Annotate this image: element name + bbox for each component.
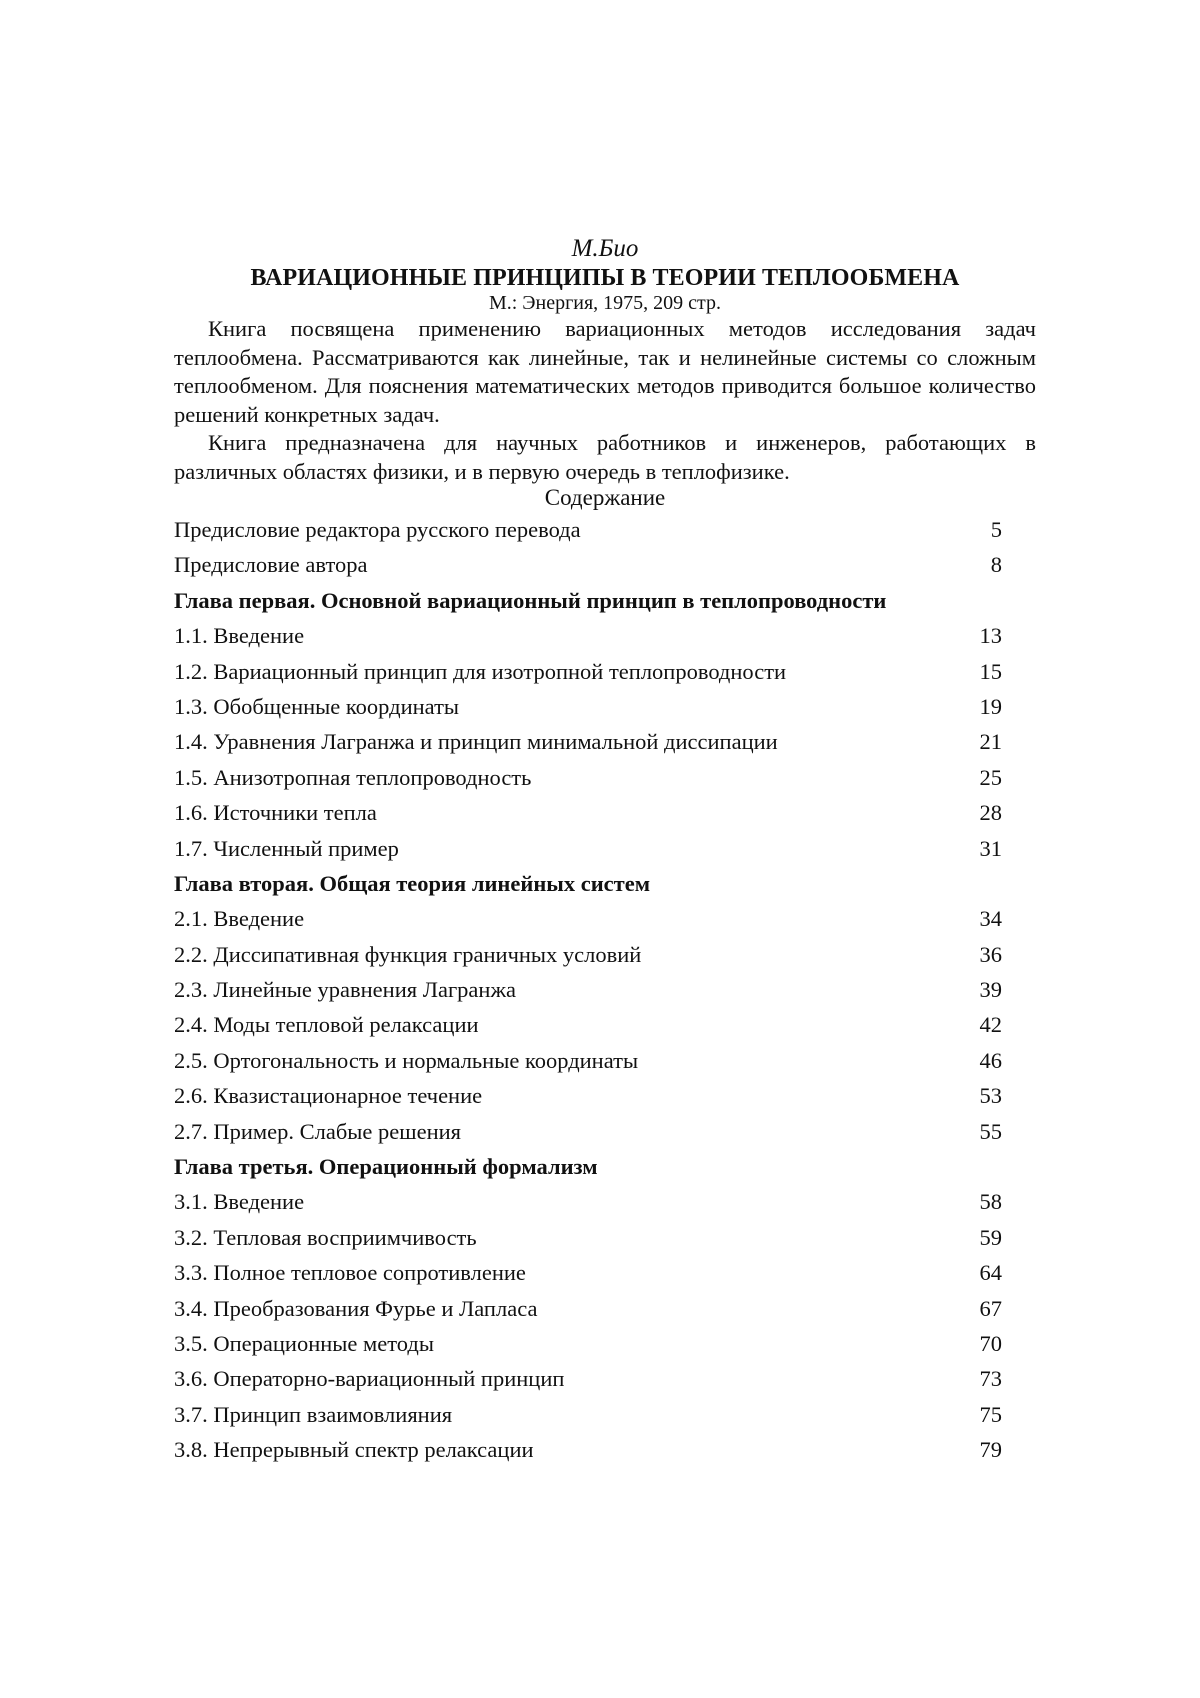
toc-entry bbox=[174, 547, 1036, 582]
toc-entry bbox=[174, 618, 1036, 653]
toc-entry bbox=[174, 760, 1036, 795]
toc-page-number: 13 bbox=[979, 623, 1002, 649]
toc-entry bbox=[174, 724, 1036, 759]
abstract-paragraph: Книга посвящена применению вариационных методов исследования задач теплообмена. Рассматриваются как линейные, так и нелинейные системы со сложным теплообменом. Для пояснения математических методов приводится большое количество решений конкретных задач. bbox=[174, 316, 1036, 427]
toc-entry-title: Предисловие автора bbox=[174, 552, 368, 578]
book-author: М.Био bbox=[571, 235, 639, 262]
toc-page-number: 15 bbox=[979, 658, 1002, 684]
toc-entry bbox=[174, 937, 1036, 972]
toc-page-number: 34 bbox=[979, 906, 1002, 932]
toc-entry bbox=[174, 972, 1036, 1007]
toc-chapter-title: Глава третья. Операционный формализм bbox=[174, 1154, 598, 1180]
book-imprint: М.: Энергия, 1975, 209 стр. bbox=[488, 292, 722, 314]
contents-heading: Содержание bbox=[544, 485, 666, 510]
toc-page-number: 8 bbox=[990, 552, 1002, 578]
toc-entry bbox=[174, 831, 1036, 866]
toc-entry-title: 1.7. Численный пример bbox=[174, 835, 399, 861]
toc-entry-title: 1.5. Анизотропная теплопроводность bbox=[174, 764, 532, 790]
toc-entry-title: 3.5. Операционные методы bbox=[174, 1330, 434, 1356]
toc-entry bbox=[174, 1361, 1036, 1396]
toc-entry-title: 2.4. Моды тепловой релаксации bbox=[174, 1012, 479, 1038]
toc-entry bbox=[174, 795, 1036, 830]
toc-entry bbox=[174, 1078, 1036, 1113]
toc-entry-title: 1.1. Введение bbox=[174, 623, 305, 649]
toc-entry-title: 1.3. Обобщенные координаты bbox=[174, 693, 460, 719]
toc-page-number: 59 bbox=[979, 1224, 1002, 1250]
toc-entry bbox=[174, 654, 1036, 689]
toc-page-number: 19 bbox=[979, 693, 1002, 719]
toc-page-number: 42 bbox=[979, 1012, 1002, 1038]
toc-entry bbox=[174, 512, 1036, 547]
toc-entry bbox=[174, 1397, 1036, 1432]
toc-entry-title: 1.2. Вариационный принцип для изотропной теплопроводности bbox=[174, 658, 787, 684]
toc-entry-title: 2.5. Ортогональность и нормальные координаты bbox=[174, 1047, 639, 1073]
toc-page-number: 25 bbox=[979, 764, 1002, 790]
toc-entry bbox=[174, 901, 1036, 936]
toc-entry bbox=[174, 1007, 1036, 1042]
toc-entry-title: 3.3. Полное тепловое сопротивление bbox=[174, 1260, 526, 1286]
toc-entry bbox=[174, 1326, 1036, 1361]
toc-entry bbox=[174, 1291, 1036, 1326]
toc-entry-title: 2.6. Квазистационарное течение bbox=[174, 1083, 483, 1109]
toc-entry-title: 3.7. Принцип взаимовлияния bbox=[174, 1401, 453, 1427]
book-title: ВАРИАЦИОННЫЕ ПРИНЦИПЫ В ТЕОРИИ ТЕПЛООБМЕНА bbox=[250, 265, 960, 291]
toc-page-number: 70 bbox=[979, 1330, 1002, 1356]
toc-page-number: 39 bbox=[979, 977, 1002, 1003]
toc-entry-title: 3.4. Преобразования Фурье и Лапласа bbox=[174, 1295, 538, 1321]
toc-page-number: 53 bbox=[979, 1083, 1002, 1109]
toc-page-number: 79 bbox=[979, 1437, 1002, 1463]
toc-chapter-title: Глава первая. Основной вариационный принцип в теплопроводности bbox=[174, 587, 887, 613]
toc-entry-title: 2.3. Линейные уравнения Лагранжа bbox=[174, 977, 516, 1003]
book-abstract bbox=[174, 315, 1036, 486]
toc-entry-title: 2.1. Введение bbox=[174, 906, 305, 932]
toc-page-number: 64 bbox=[979, 1260, 1002, 1286]
toc-page-number: 36 bbox=[979, 941, 1002, 967]
toc-entry-title: 2.2. Диссипативная функция граничных условий bbox=[174, 941, 642, 967]
toc-entry-title: 3.6. Операторно-вариационный принцип bbox=[174, 1366, 565, 1392]
toc-chapter-title: Глава вторая. Общая теория линейных систем bbox=[174, 870, 651, 896]
toc-page-number: 73 bbox=[979, 1366, 1002, 1392]
toc-entry-title: 2.7. Пример. Слабые решения bbox=[174, 1118, 462, 1144]
toc-entry-title: 3.8. Непрерывный спектр релаксации bbox=[174, 1437, 534, 1463]
toc-entry bbox=[174, 1220, 1036, 1255]
toc-page-number: 46 bbox=[979, 1047, 1002, 1073]
toc-entry bbox=[174, 1043, 1036, 1078]
toc-chapter-heading bbox=[174, 1149, 1036, 1184]
toc-page-number: 58 bbox=[979, 1189, 1002, 1215]
toc-entry-title: Предисловие редактора русского перевода bbox=[174, 517, 581, 542]
toc-page-number: 55 bbox=[979, 1118, 1002, 1144]
toc-entry bbox=[174, 689, 1036, 724]
toc-page-number: 75 bbox=[979, 1401, 1002, 1427]
toc-entry-title: 1.6. Источники тепла bbox=[174, 800, 377, 826]
toc-page-number: 5 bbox=[990, 517, 1002, 542]
toc-page-number: 67 bbox=[979, 1295, 1002, 1321]
toc-page-number: 21 bbox=[979, 729, 1002, 755]
abstract-paragraph: Книга предназначена для научных работников и инженеров, работающих в различных областях физики, и в первую очередь в теплофизике. bbox=[174, 430, 1036, 484]
toc-entry-title: 1.4. Уравнения Лагранжа и принцип минимальной диссипации bbox=[174, 729, 778, 755]
toc-entry bbox=[174, 1432, 1036, 1467]
toc-chapter-heading bbox=[174, 583, 1036, 618]
toc-page-number: 31 bbox=[979, 835, 1002, 861]
table-of-contents bbox=[174, 512, 1036, 1468]
toc-entry-title: 3.2. Тепловая восприимчивость bbox=[174, 1224, 477, 1250]
toc-entry bbox=[174, 1184, 1036, 1219]
toc-entry bbox=[174, 1255, 1036, 1290]
toc-chapter-heading bbox=[174, 866, 1036, 901]
toc-entry bbox=[174, 1114, 1036, 1149]
toc-entry-title: 3.1. Введение bbox=[174, 1189, 305, 1215]
toc-page-number: 28 bbox=[979, 800, 1002, 826]
